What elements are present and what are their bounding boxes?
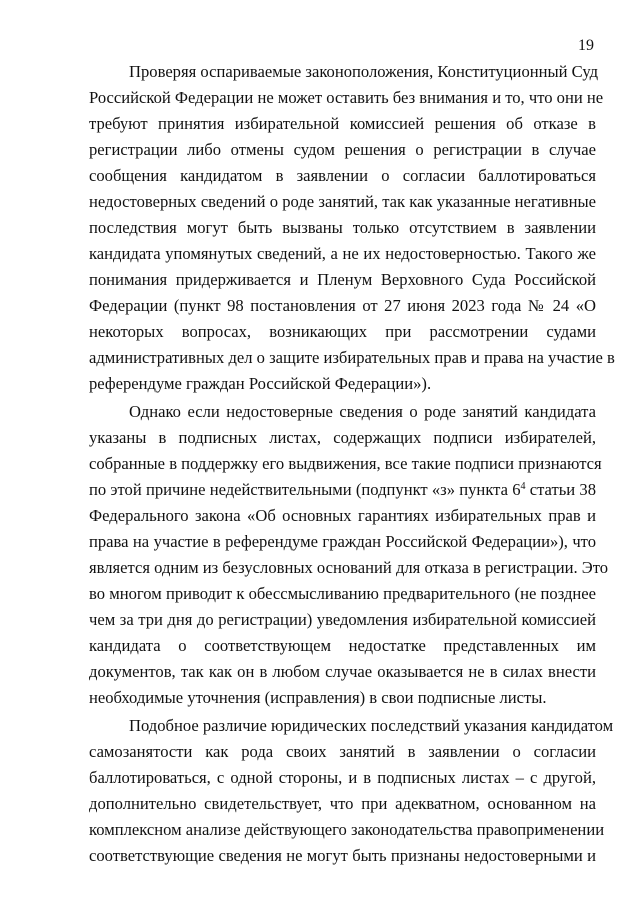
text-line: дополнительно свидетельствует, что при адекватном, основанном на: [89, 794, 596, 813]
text-line: Подобное различие юридических последствий указания кандидатом: [129, 716, 614, 735]
text-segment: статьи 38: [525, 480, 596, 499]
text-line: Федерального закона «Об основных гарантиях избирательных прав и: [89, 506, 596, 525]
text-line: некоторых вопросах, возникающих при рассмотрении судами: [89, 322, 596, 341]
text-line: необходимые уточнения (исправления) в свои подписные листы.: [89, 688, 547, 707]
text-line-with-superscript: [89, 480, 596, 500]
text-line: понимания придерживается и Пленум Верховного Суда Российской: [89, 270, 596, 289]
text-segment: по этой причине недействительными (подпункт «з» пункта 6: [89, 480, 521, 499]
text-line: комплексном анализе действующего законодательства правоприменении: [89, 820, 605, 839]
text-line: права на участие в референдуме граждан Российской Федерации»), что: [89, 532, 596, 551]
superscript: 4: [520, 481, 526, 492]
page-number: 19: [578, 37, 594, 54]
text-line: самозанятости как рода своих занятий в заявлении о согласии: [89, 742, 596, 761]
text-line: Однако если недостоверные сведения о роде занятий кандидата: [129, 402, 596, 421]
text-line: кандидата о соответствующем недостатке представленных им: [89, 636, 596, 655]
text-line: документов, так как он в любом случае оказывается не в силах внести: [89, 662, 596, 681]
text-line: регистрации либо отмены судом решения о регистрации в случае: [89, 140, 596, 159]
text-line: референдуме граждан Российской Федерации»).: [89, 374, 432, 393]
text-line: Проверяя оспариваемые законоположения, Конституционный Суд: [129, 62, 599, 81]
text-line: является одним из безусловных оснований для отказа в регистрации. Это: [89, 558, 609, 577]
text-line: соответствующие сведения не могут быть признаны недостоверными и: [89, 846, 596, 865]
text-line: кандидата упомянутых сведений, а не их недостоверностью. Такого же: [89, 244, 596, 263]
text-line: Федерации (пункт 98 постановления от 27 июня 2023 года № 24 «О: [89, 296, 596, 315]
text-line: требуют принятия избирательной комиссией решения об отказе в: [89, 114, 596, 133]
text-line: собранные в поддержку его выдвижения, все такие подписи признаются: [89, 454, 602, 473]
text-line: указаны в подписных листах, содержащих подписи избирателей,: [89, 428, 596, 447]
text-line: Российской Федерации не может оставить без внимания и то, что они не: [89, 88, 604, 107]
text-line: последствия могут быть вызваны только отсутствием в заявлении: [89, 218, 596, 237]
text-line: недостоверных сведений о роде занятий, так как указанные негативные: [89, 192, 596, 211]
text-line: баллотироваться, с одной стороны, и в подписных листах – с другой,: [89, 768, 596, 787]
text-line: чем за три дня до регистрации) уведомления избирательной комиссией: [89, 610, 596, 629]
text-line: во многом приводит к обессмысливанию предварительного (не позднее: [89, 584, 596, 603]
text-line: административных дел о защите избирательных прав и права на участие в: [89, 348, 615, 367]
text-line: сообщения кандидатом в заявлении о согласии баллотироваться: [89, 166, 596, 185]
